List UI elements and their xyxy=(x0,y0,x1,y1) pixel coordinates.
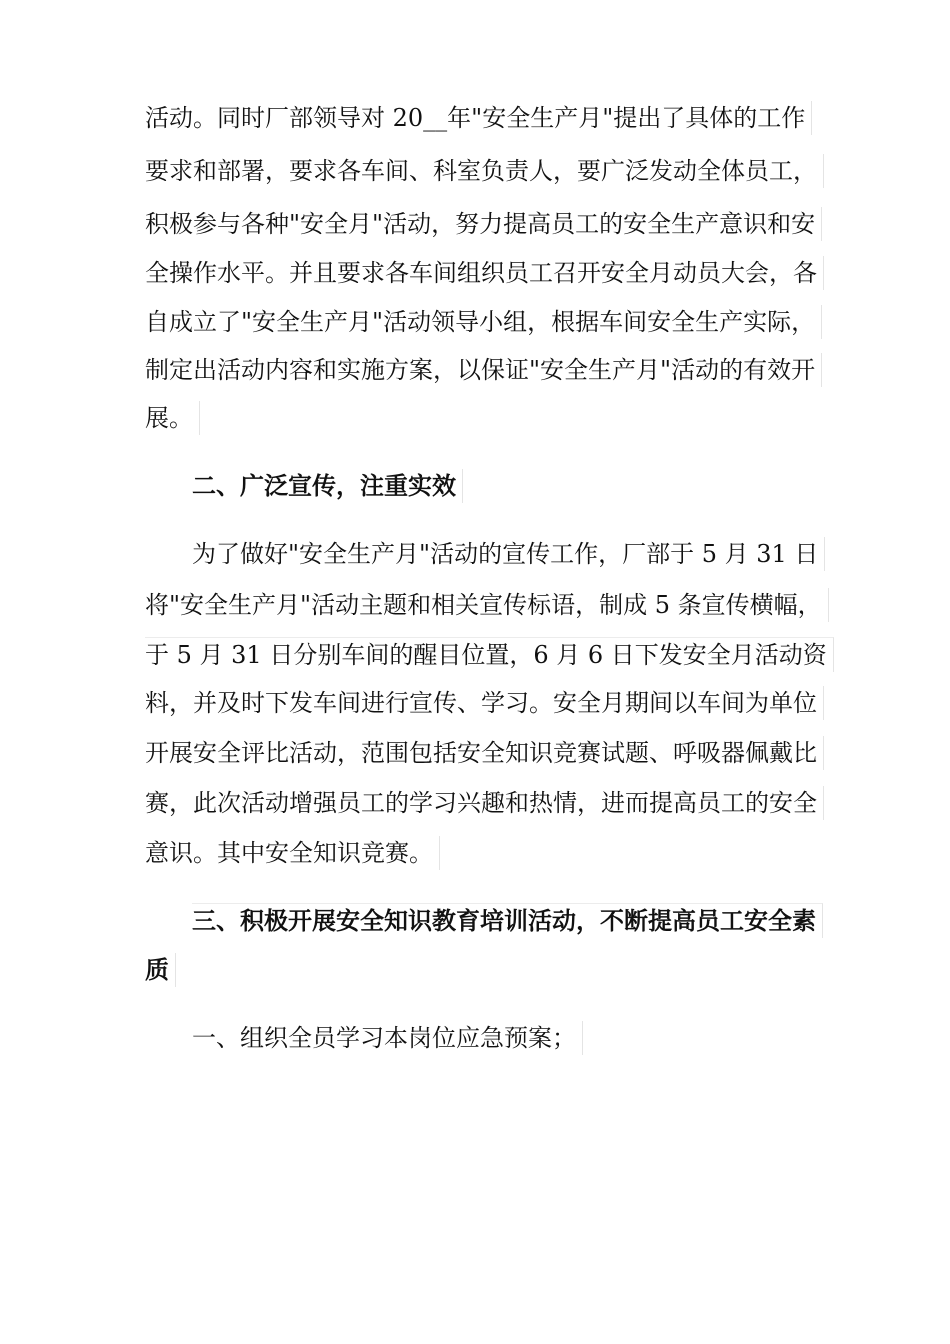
paragraph-line: 开展安全评比活动，范围包括安全知识竞赛试题、呼吸器佩戴比 xyxy=(145,736,824,770)
paragraph-line: 意识。其中安全知识竞赛。 xyxy=(145,836,440,870)
paragraph-line: 料，并及时下发车间进行宣传、学习。安全月期间以车间为单位 xyxy=(145,686,824,720)
paragraph-line: 赛，此次活动增强员工的学习兴趣和热情，进而提高员工的安全 xyxy=(145,786,824,820)
paragraph-line: 制定出活动内容和实施方案，以保证"安全生产月"活动的有效开 xyxy=(145,353,822,387)
paragraph-line: 要求和部署，要求各车间、科室负责人，要广泛发动全体员工， xyxy=(145,154,824,188)
list-item: 一、组织全员学习本岗位应急预案； xyxy=(192,1021,583,1055)
section-heading-3: 三、积极开展安全知识教育培训活动，不断提高员工安全素 xyxy=(192,903,823,938)
section-heading-2: 二、广泛宣传，注重实效 xyxy=(192,469,463,503)
paragraph-line: 自成立了"安全生产月"活动领导小组，根据车间安全生产实际， xyxy=(145,305,822,339)
paragraph-line: 积极参与各种"安全月"活动，努力提高员工的安全生产意识和安 xyxy=(145,207,822,241)
paragraph-line: 展。 xyxy=(145,401,200,435)
paragraph-line: 为了做好"安全生产月"活动的宣传工作，厂部于 5 月 31 日 xyxy=(192,537,825,571)
paragraph-line: 将"安全生产月"活动主题和相关宣传标语，制成 5 条宣传横幅， xyxy=(145,588,829,622)
paragraph-line: 全操作水平。并且要求各车间组织员工召开安全月动员大会，各 xyxy=(145,256,824,290)
paragraph-line: 于 5 月 31 日分别车间的醒目位置，6 月 6 日下发安全月活动资 xyxy=(145,637,834,672)
paragraph-line: 活动。同时厂部领导对 20__年"安全生产月"提出了具体的工作 xyxy=(145,101,812,135)
section-heading-3-continued: 质 xyxy=(145,953,176,987)
